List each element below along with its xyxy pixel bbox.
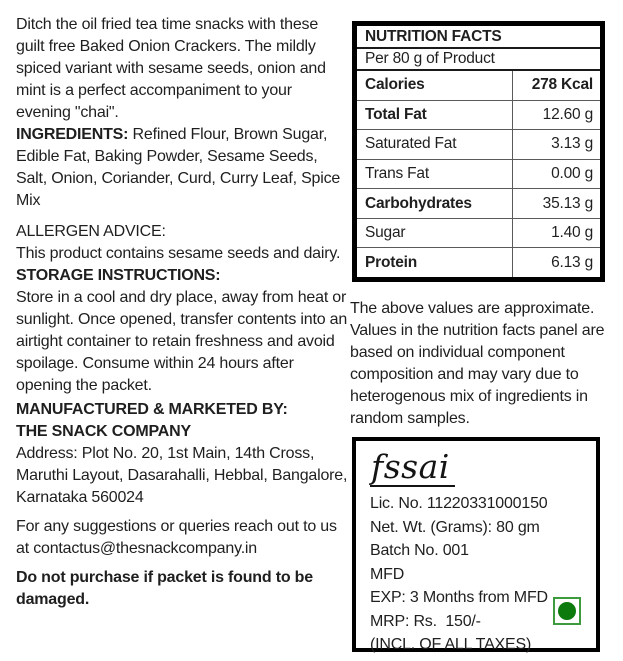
allergen-section xyxy=(16,221,350,265)
fssai-line: Net. Wt. (Grams): 80 gm xyxy=(370,518,540,536)
fssai-line: MFD xyxy=(370,565,405,583)
nutrient-value: 12.60 g xyxy=(512,101,600,130)
veg-dot-icon xyxy=(558,602,576,620)
nutrition-facts-table xyxy=(352,21,605,282)
nutrient-value: 35.13 g xyxy=(512,189,600,218)
nutrition-row xyxy=(357,189,600,219)
veg-mark-icon xyxy=(553,597,581,625)
ingredients-heading: INGREDIENTS: xyxy=(16,126,129,143)
fssai-line: MRP: Rs. 150/- xyxy=(370,612,481,630)
nutrient-value: 1.40 g xyxy=(512,219,600,248)
nutrition-facts-title: NUTRITION FACTS xyxy=(357,26,600,49)
nutrient-label: Carbohydrates xyxy=(365,194,472,212)
allergen-heading: ALLERGEN ADVICE: xyxy=(16,223,166,240)
nutrition-facts-rows xyxy=(357,71,600,277)
nutrition-row xyxy=(357,248,600,277)
nutrient-value: 278 Kcal xyxy=(512,71,600,100)
manufacturer-address: Address: Plot No. 20, 1st Main, 14th Cross, Maruthi Layout, Dasarahalli, Hebbal, Bangalore, Karnataka 560024 xyxy=(16,445,348,506)
nutrient-value: 3.13 g xyxy=(512,130,600,159)
storage-text: Store in a cool and dry place, away from heat or sunlight. Once opened, transfer contents into an airtight container to retain freshness and avoid spoilage. Consume within 24 hours after opening the packet. xyxy=(16,289,348,394)
fssai-line: EXP: 3 Months from MFD xyxy=(370,589,548,606)
storage-heading: STORAGE INSTRUCTIONS: xyxy=(16,267,221,284)
fssai-line: (INCL. OF ALL TAXES) xyxy=(370,636,532,653)
manufacturer-section xyxy=(16,399,350,509)
nutrient-label: Trans Fat xyxy=(365,165,429,183)
left-column xyxy=(16,14,350,611)
fssai-logo: fssai xyxy=(370,449,455,487)
nutrition-row xyxy=(357,71,600,101)
nutrient-label: Calories xyxy=(365,76,425,94)
nutrient-label: Sugar xyxy=(365,224,406,242)
nutrient-label: Protein xyxy=(365,253,417,271)
nutrition-facts-subtitle: Per 80 g of Product xyxy=(357,49,600,71)
nutrition-row xyxy=(357,160,600,190)
nutrition-row xyxy=(357,130,600,160)
nutrient-label: Saturated Fat xyxy=(365,135,457,153)
ingredients-text: Refined Flour, Brown Sugar, Edible Fat, Baking Powder, Sesame Seeds, Salt, Onion, Coriander, Curd, Curry Leaf, Spice Mix xyxy=(16,126,341,209)
nutrition-row xyxy=(357,219,600,249)
fssai-line: Lic. No. 11220331000150 xyxy=(370,495,548,512)
product-description: Ditch the oil fried tea time snacks with these guilt free Baked Onion Crackers. The mildly spiced variant with sesame seeds, onion and mint is a perfect accompaniment to your evening "chai". xyxy=(16,16,326,121)
contact-text: For any suggestions or queries reach out to us at contactus@thesnackcompany.in xyxy=(16,518,337,557)
nutrient-label: Total Fat xyxy=(365,105,427,123)
manufacturer-name: THE SNACK COMPANY xyxy=(16,423,191,440)
ingredients-paragraph xyxy=(16,124,350,212)
manufacturer-heading: MANUFACTURED & MARKETED BY: xyxy=(16,401,288,418)
values-disclaimer: The above values are approximate. Values in the nutrition facts panel are based on individual component composition and may vary due to heterogenous mix of ingredients in random samples. xyxy=(350,300,605,427)
fssai-lines xyxy=(370,492,596,657)
nutrient-value: 6.13 g xyxy=(512,248,600,277)
nutrition-row xyxy=(357,101,600,131)
fssai-box xyxy=(352,437,600,652)
storage-section xyxy=(16,265,350,397)
allergen-text: This product contains sesame seeds and dairy. xyxy=(16,245,341,262)
fssai-line: Batch No. 001 xyxy=(370,542,469,559)
damage-warning: Do not purchase if packet is found to be damaged. xyxy=(16,569,313,608)
nutrient-value: 0.00 g xyxy=(512,160,600,189)
